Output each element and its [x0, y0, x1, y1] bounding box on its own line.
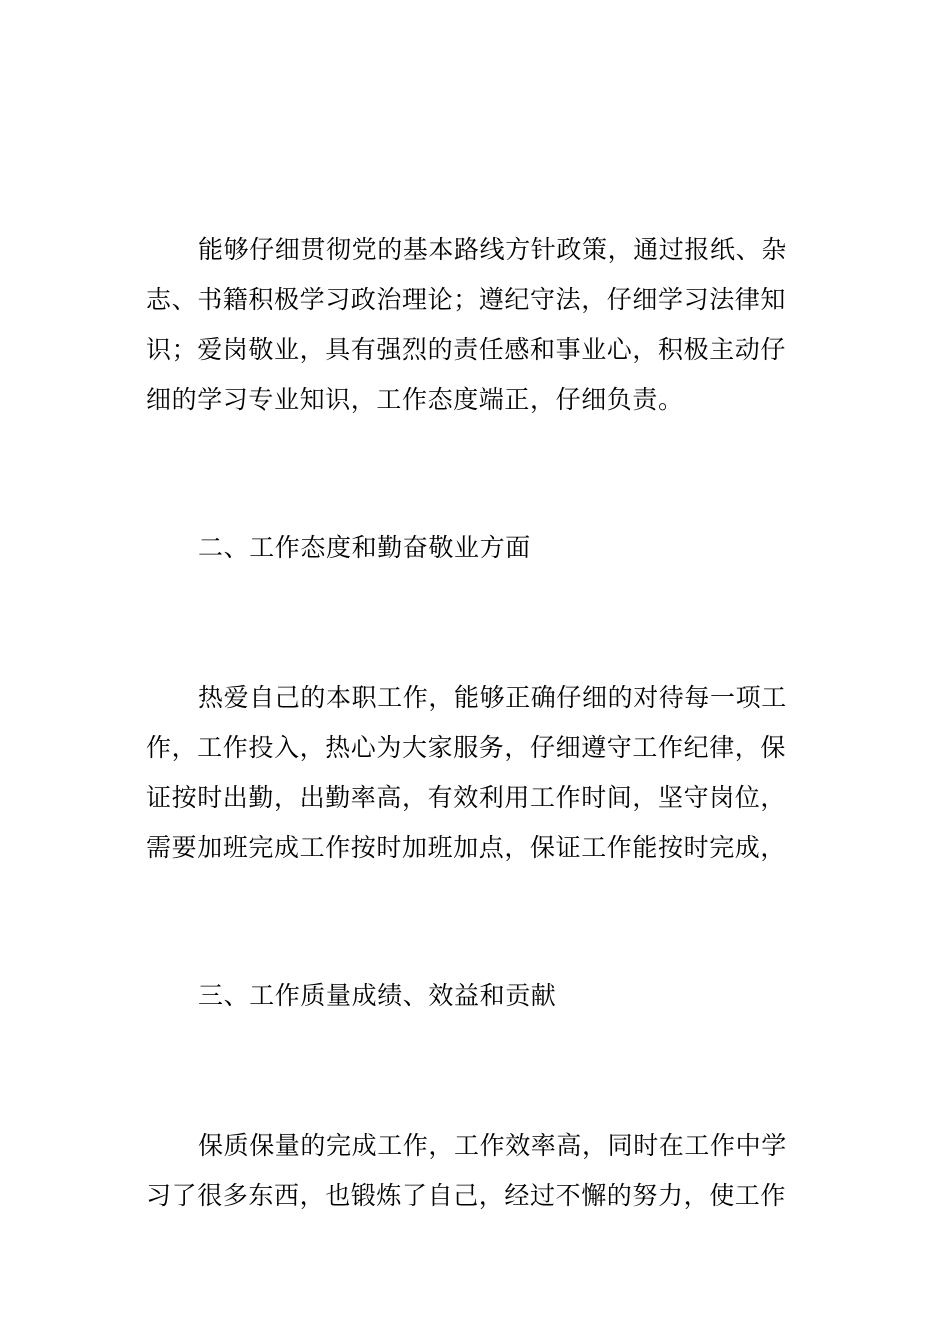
paragraph-line: 需要加班完成工作按时加班加点，保证工作能按时完成，: [146, 833, 787, 862]
paragraph-line: 保质保量的完成工作，工作效率高，同时在工作中学: [198, 1131, 787, 1160]
paragraph-line: 细的学习专业知识，工作态度端正，仔细负责。: [146, 385, 684, 414]
section-heading-text: 二、工作态度和勤奋敬业方面: [198, 533, 531, 562]
paragraph-line: 能够仔细贯彻党的基本路线方针政策，通过报纸、杂: [198, 235, 787, 264]
paragraph-work-quality: [146, 1121, 810, 1221]
paragraph-work-attitude: [146, 673, 810, 873]
paragraph-line: 识；爱岗敬业，具有强烈的责任感和事业心，积极主动仔: [146, 335, 787, 364]
section-heading-work-quality: [146, 971, 810, 1021]
paragraph-political-study: [146, 225, 810, 425]
paragraph-line: 作，工作投入，热心为大家服务，仔细遵守工作纪律，保: [146, 733, 787, 762]
paragraph-line: 习了很多东西，也锻炼了自己，经过不懈的努力，使工作: [146, 1181, 787, 1210]
section-heading-work-attitude: [146, 523, 810, 573]
paragraph-line: 热爱自己的本职工作，能够正确仔细的对待每一项工: [198, 683, 787, 712]
section-heading-text: 三、工作质量成绩、效益和贡献: [198, 981, 557, 1010]
paragraph-line: 志、书籍积极学习政治理论；遵纪守法，仔细学习法律知: [146, 285, 787, 314]
paragraph-line: 证按时出勤，出勤率高，有效利用工作时间，坚守岗位，: [146, 783, 787, 812]
